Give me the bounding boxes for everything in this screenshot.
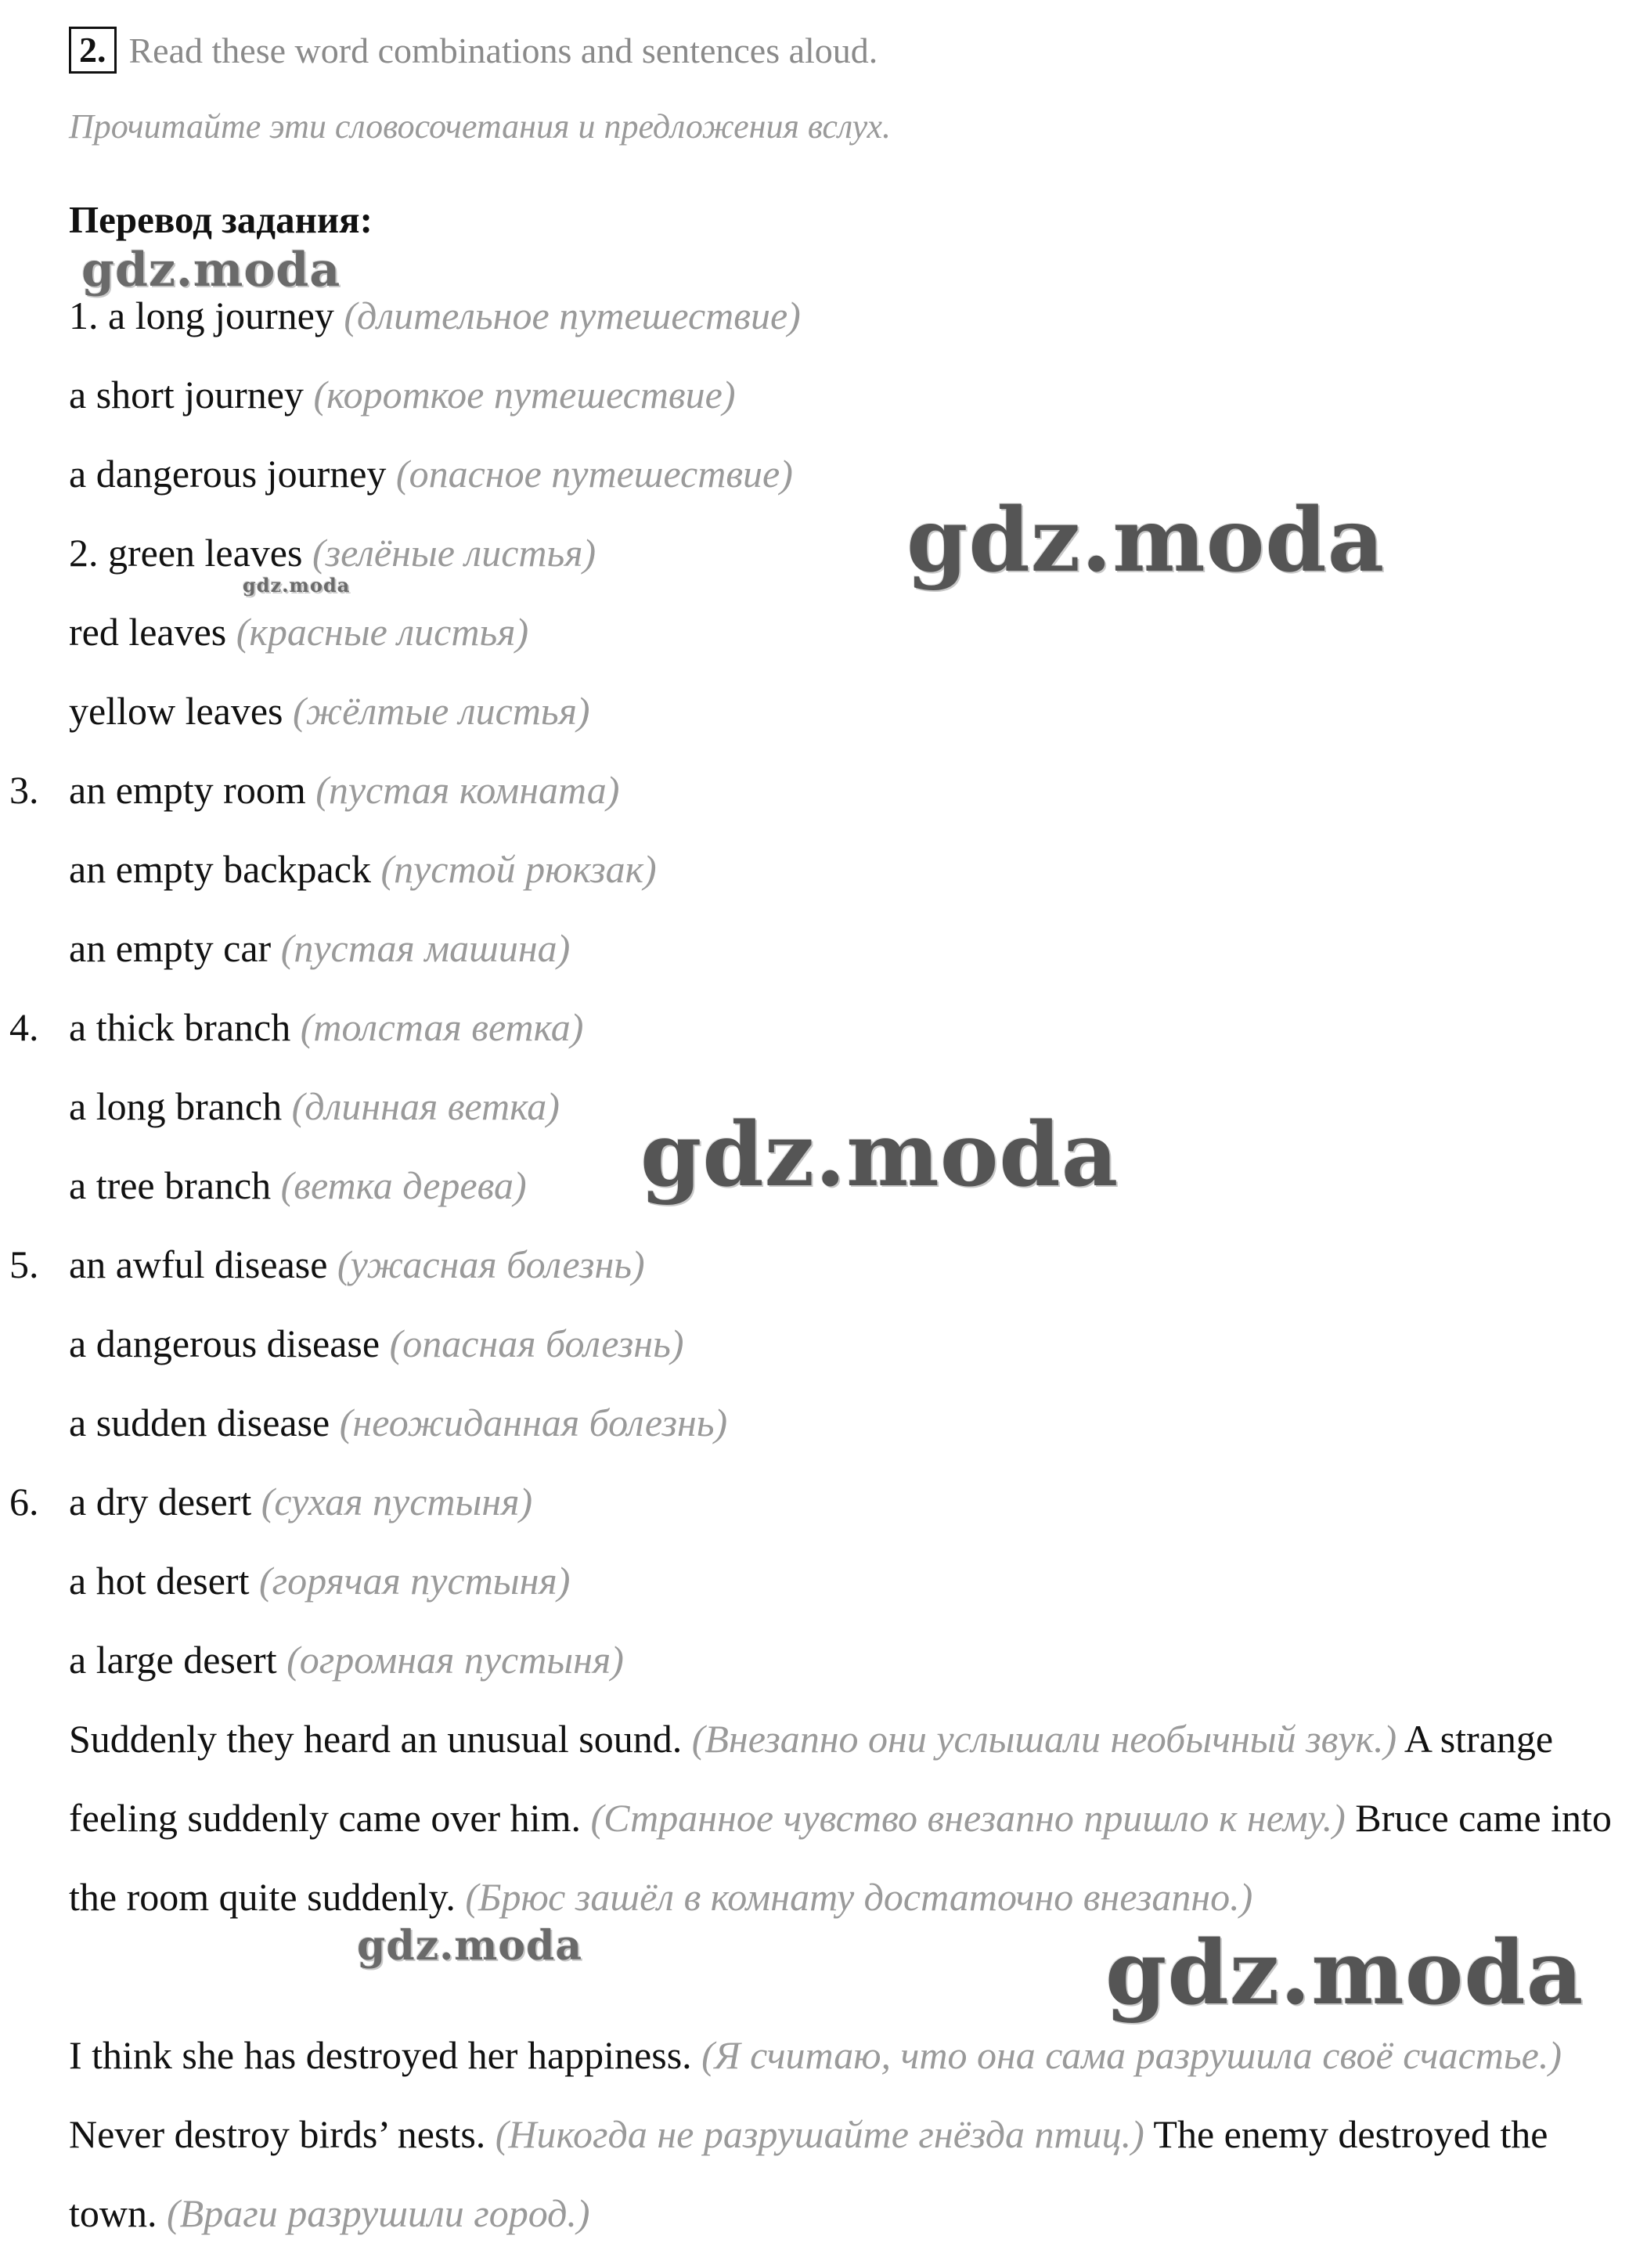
- watermark: gdz.moda: [906, 489, 1386, 592]
- translation-heading: Перевод задания:: [69, 198, 373, 241]
- task-instruction-en: Read these word combinations and sentences aloud.: [128, 30, 878, 70]
- phrase-en: a dangerous journey: [69, 452, 387, 496]
- sentence-ru: (Внезапно они услышали необычный звук.): [691, 1717, 1397, 1761]
- sentence-ru: (Враги разрушили город.): [167, 2191, 590, 2235]
- phrase-ru: (длинная ветка): [291, 1084, 560, 1128]
- phrase-en: a long journey: [108, 294, 334, 337]
- sentences-paragraph: [69, 1700, 1631, 1937]
- phrase-ru: (опасная болезнь): [389, 1321, 684, 1365]
- group-number: 2.: [69, 531, 99, 575]
- phrase-ru: (пустой рюкзак): [380, 847, 657, 891]
- phrase-en: a thick branch: [69, 1005, 291, 1049]
- phrase-ru: (горячая пустыня): [258, 1559, 571, 1603]
- phrase-ru: (длительное путешествие): [344, 294, 801, 337]
- group-number: 3.: [9, 768, 39, 812]
- phrase-en: an empty backpack: [69, 847, 371, 891]
- watermark: gdz.moda: [1105, 1922, 1584, 2025]
- sentence-en: I think she has destroyed her happiness.: [69, 2033, 692, 2077]
- phrase-en: an awful disease: [69, 1242, 328, 1286]
- phrase-ru: (опасное путешествие): [395, 452, 793, 496]
- sentence-ru: (Я считаю, что она сама разрушила своё счастье.): [701, 2033, 1562, 2077]
- group-number: 1.: [69, 294, 99, 337]
- phrase-en: red leaves: [69, 610, 227, 654]
- task-header: [69, 27, 878, 74]
- sentence-en: A strange feeling suddenly came over him.: [69, 1717, 1554, 1840]
- phrase-en: a sudden disease: [69, 1401, 330, 1444]
- phrase-en: a dangerous disease: [69, 1321, 380, 1365]
- sentence-en: Suddenly they heard an unusual sound.: [69, 1717, 683, 1761]
- group-number: 5.: [9, 1242, 39, 1286]
- watermark: gdz.moda: [357, 1922, 583, 1970]
- group-number: 4.: [9, 1005, 39, 1049]
- phrase-en: green leaves: [108, 531, 303, 575]
- phrase-ru: (жёлтые листья): [293, 689, 590, 733]
- phrase-en: yellow leaves: [69, 689, 283, 733]
- phrase-en: a long branch: [69, 1084, 283, 1128]
- phrase-ru: (неожиданная болезнь): [339, 1401, 728, 1444]
- phrase-ru: (зелёные листья): [312, 531, 596, 575]
- task-instruction-ru: Прочитайте эти словосочетания и предложения вслух.: [69, 107, 892, 146]
- phrase-en: a large desert: [69, 1638, 277, 1682]
- phrase-en: a tree branch: [69, 1163, 272, 1207]
- phrase-ru: (красные листья): [236, 610, 529, 654]
- sentence-en: The enemy destroyed the town.: [69, 2112, 1548, 2235]
- phrase-en: an empty room: [69, 768, 306, 812]
- task-number: 2.: [69, 27, 117, 74]
- sentence-en: Bruce came into the room quite suddenly.: [69, 1796, 1612, 1919]
- watermark: gdz.moda: [640, 1104, 1119, 1206]
- phrase-ru: (сухая пустыня): [261, 1480, 533, 1523]
- sentence-ru: (Брюс зашёл в комнату достаточно внезапно.): [465, 1875, 1253, 1919]
- phrase-ru: (толстая ветка): [300, 1005, 584, 1049]
- sentence-en: Never destroy birds’ nests.: [69, 2112, 486, 2156]
- phrase-ru: (пустая комната): [315, 768, 620, 812]
- phrase-en: a short journey: [69, 373, 304, 416]
- watermark: gdz.moda: [243, 574, 351, 597]
- watermark: gdz.moda: [81, 243, 341, 297]
- sentences-paragraph: [69, 2016, 1631, 2253]
- group-number: 6.: [9, 1480, 39, 1523]
- phrase-ru: (ветка дерева): [280, 1163, 527, 1207]
- phrase-en: a dry desert: [69, 1480, 252, 1523]
- sentence-ru: (Никогда не разрушайте гнёзда птиц.): [495, 2112, 1144, 2156]
- phrase-ru: (пустая машина): [280, 926, 571, 970]
- phrase-en: a hot desert: [69, 1559, 250, 1603]
- phrase-en: an empty car: [69, 926, 272, 970]
- phrase-ru: (ужасная болезнь): [337, 1242, 645, 1286]
- phrase-ru: (короткое путешествие): [313, 373, 736, 416]
- phrase-ru: (огромная пустыня): [287, 1638, 624, 1682]
- sentence-ru: (Странное чувство внезапно пришло к нему.): [590, 1796, 1346, 1840]
